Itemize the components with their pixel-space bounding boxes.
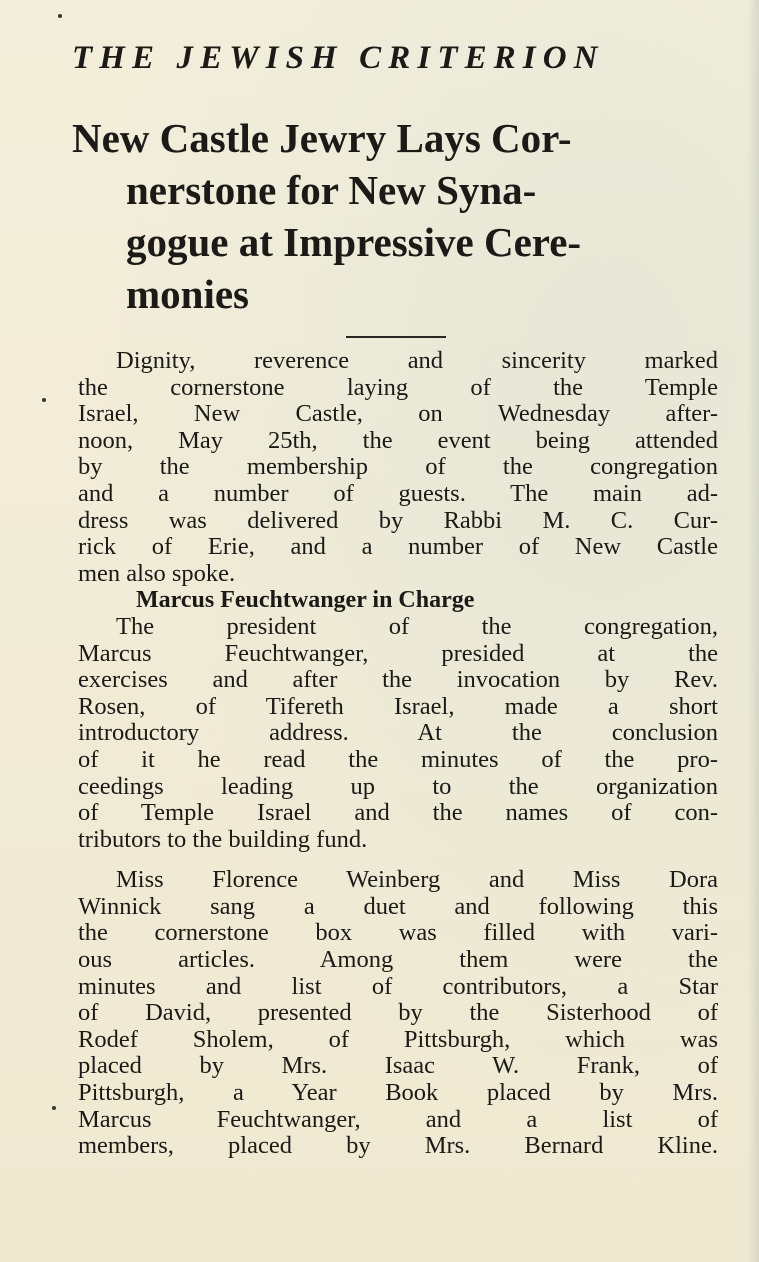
paragraph-gap	[78, 853, 718, 867]
paragraph-2-line: The president of the congregation,	[116, 612, 718, 640]
paragraph-1-line: by the membership of the congregation	[78, 453, 718, 481]
article-headline	[72, 112, 732, 320]
headline-line: nerstone for New Syna-	[126, 167, 537, 213]
paragraph-1-line: dress was delivered by Rabbi M. C. Cur-	[78, 506, 718, 534]
paragraph-1-line: and a number of guests. The main ad-	[78, 479, 718, 507]
paragraph-3-line: the cornerstone box was filled with vari-	[78, 919, 718, 947]
article-body	[78, 348, 718, 1160]
ink-speck	[52, 1106, 56, 1110]
paragraph-2-line: introductory address. At the conclusion	[78, 719, 718, 747]
paragraph-3-line: Winnick sang a duet and following this	[78, 892, 718, 920]
paragraph-3-line: minutes and list of contributors, a Star	[78, 972, 718, 1000]
paragraph-2-line: of it he read the minutes of the pro-	[78, 745, 718, 773]
paragraph-3-line: Pittsburgh, a Year Book placed by Mrs.	[78, 1079, 718, 1107]
headline-divider	[346, 336, 446, 338]
paragraph-3-line: ous articles. Among them were the	[78, 946, 718, 974]
paragraph-2-line: Rosen, of Tifereth Israel, made a short	[78, 692, 718, 720]
ink-speck	[58, 14, 62, 18]
page-edge-shadow	[747, 0, 759, 1262]
headline-line: gogue at Impressive Cere-	[126, 219, 582, 265]
paragraph-3-line: members, placed by Mrs. Bernard Kline.	[78, 1132, 718, 1160]
paragraph-2-line: of Temple Israel and the names of con-	[78, 799, 718, 827]
paragraph-1-line: Israel, New Castle, on Wednesday after-	[78, 400, 718, 428]
paragraph-2-line: tributors to the building fund.	[78, 825, 368, 853]
paragraph-3-line: of David, presented by the Sisterhood of	[78, 999, 718, 1027]
paragraph-1-line: men also spoke.	[78, 559, 236, 587]
ink-speck	[42, 398, 46, 402]
headline-line: New Castle Jewry Lays Cor-	[72, 115, 572, 161]
paragraph-1-line: noon, May 25th, the event being attended	[78, 426, 718, 454]
paragraph-2-line: exercises and after the invocation by Rev.	[78, 666, 718, 694]
headline-line: monies	[126, 271, 249, 317]
paragraph-1-line: Dignity, reverence and sincerity marked	[116, 347, 718, 374]
paragraph-2-line: ceedings leading up to the organization	[78, 772, 718, 800]
paragraph-3-line: Miss Florence Weinberg and Miss Dora	[116, 866, 718, 894]
paragraph-1-line: rick of Erie, and a number of New Castle	[78, 533, 718, 561]
masthead: THE JEWISH CRITERION	[72, 40, 605, 76]
paragraph-2-line: Marcus Feuchtwanger, presided at the	[78, 639, 718, 667]
paragraph-3-line: Marcus Feuchtwanger, and a list of	[78, 1105, 718, 1133]
paragraph-3-line: placed by Mrs. Isaac W. Frank, of	[78, 1052, 718, 1080]
paragraph-3-line: Rodef Sholem, of Pittsburgh, which was	[78, 1025, 718, 1053]
paragraph-1-line: the cornerstone laying of the Temple	[78, 373, 718, 401]
article-subhead: Marcus Feuchtwanger in Charge	[136, 587, 475, 614]
